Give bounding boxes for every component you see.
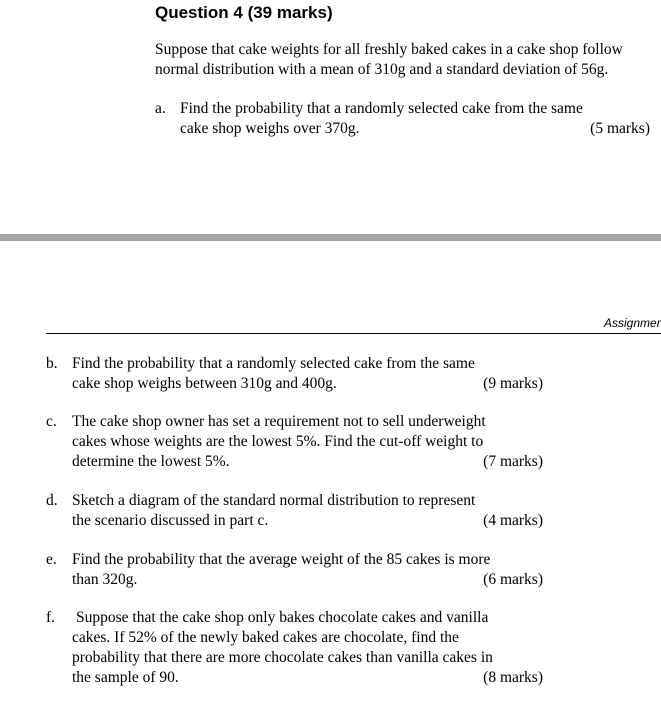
part-line: The cake shop owner has set a requirement not to sell underweight	[72, 413, 486, 430]
part-line: the sample of 90.	[72, 669, 179, 686]
part-line: Sketch a diagram of the standard normal distribution to represent	[72, 492, 476, 509]
part-line: probability that there are more chocolate cakes than vanilla cakes in	[72, 649, 493, 666]
part-marks: (7 marks)	[483, 453, 543, 470]
question-title: Question 4 (39 marks)	[155, 3, 333, 22]
part-line: cakes. If 52% of the newly baked cakes are chocolate, find the	[72, 629, 459, 646]
part-line: cakes whose weights are the lowest 5%. Find the cut-off weight to	[72, 433, 484, 450]
part-line: Find the probability that a randomly selected cake from the same	[180, 100, 583, 117]
part-c	[46, 412, 546, 472]
part-marks: (8 marks)	[483, 669, 543, 686]
header-rule	[46, 333, 661, 334]
part-line: determine the lowest 5%.	[72, 453, 230, 470]
part-line: Find the probability that the average weight of the 85 cakes is more	[72, 551, 491, 568]
part-line: than 320g.	[72, 571, 138, 588]
page-break	[0, 234, 661, 241]
part-line: Suppose that the cake shop only bakes chocolate cakes and vanilla	[76, 609, 489, 626]
part-f	[46, 608, 546, 688]
part-marks: (9 marks)	[483, 375, 543, 392]
part-e	[46, 550, 546, 590]
part-line: cake shop weighs over 370g.	[180, 120, 360, 137]
part-line: cake shop weighs between 310g and 400g.	[72, 375, 337, 392]
part-line: Find the probability that a randomly selected cake from the same	[72, 355, 475, 372]
page-header-label: Assignmer	[604, 316, 661, 330]
part-label: b.	[46, 355, 58, 372]
part-line: the scenario discussed in part c.	[72, 512, 269, 529]
part-label: c.	[46, 413, 57, 430]
part-b	[46, 354, 546, 394]
question-intro	[155, 40, 623, 80]
part-label: e.	[46, 551, 57, 568]
intro-line: Suppose that cake weights for all freshly baked cakes in a cake shop follow	[155, 41, 623, 58]
intro-line: normal distribution with a mean of 310g and a standard deviation of 56g.	[155, 61, 609, 78]
part-marks: (4 marks)	[483, 512, 543, 529]
part-label: f.	[46, 609, 56, 626]
part-marks: (6 marks)	[483, 571, 543, 588]
part-label: d.	[46, 492, 58, 509]
part-d	[46, 491, 546, 531]
part-label: a.	[155, 100, 166, 117]
part-a	[155, 99, 655, 139]
part-marks: (5 marks)	[590, 120, 650, 137]
